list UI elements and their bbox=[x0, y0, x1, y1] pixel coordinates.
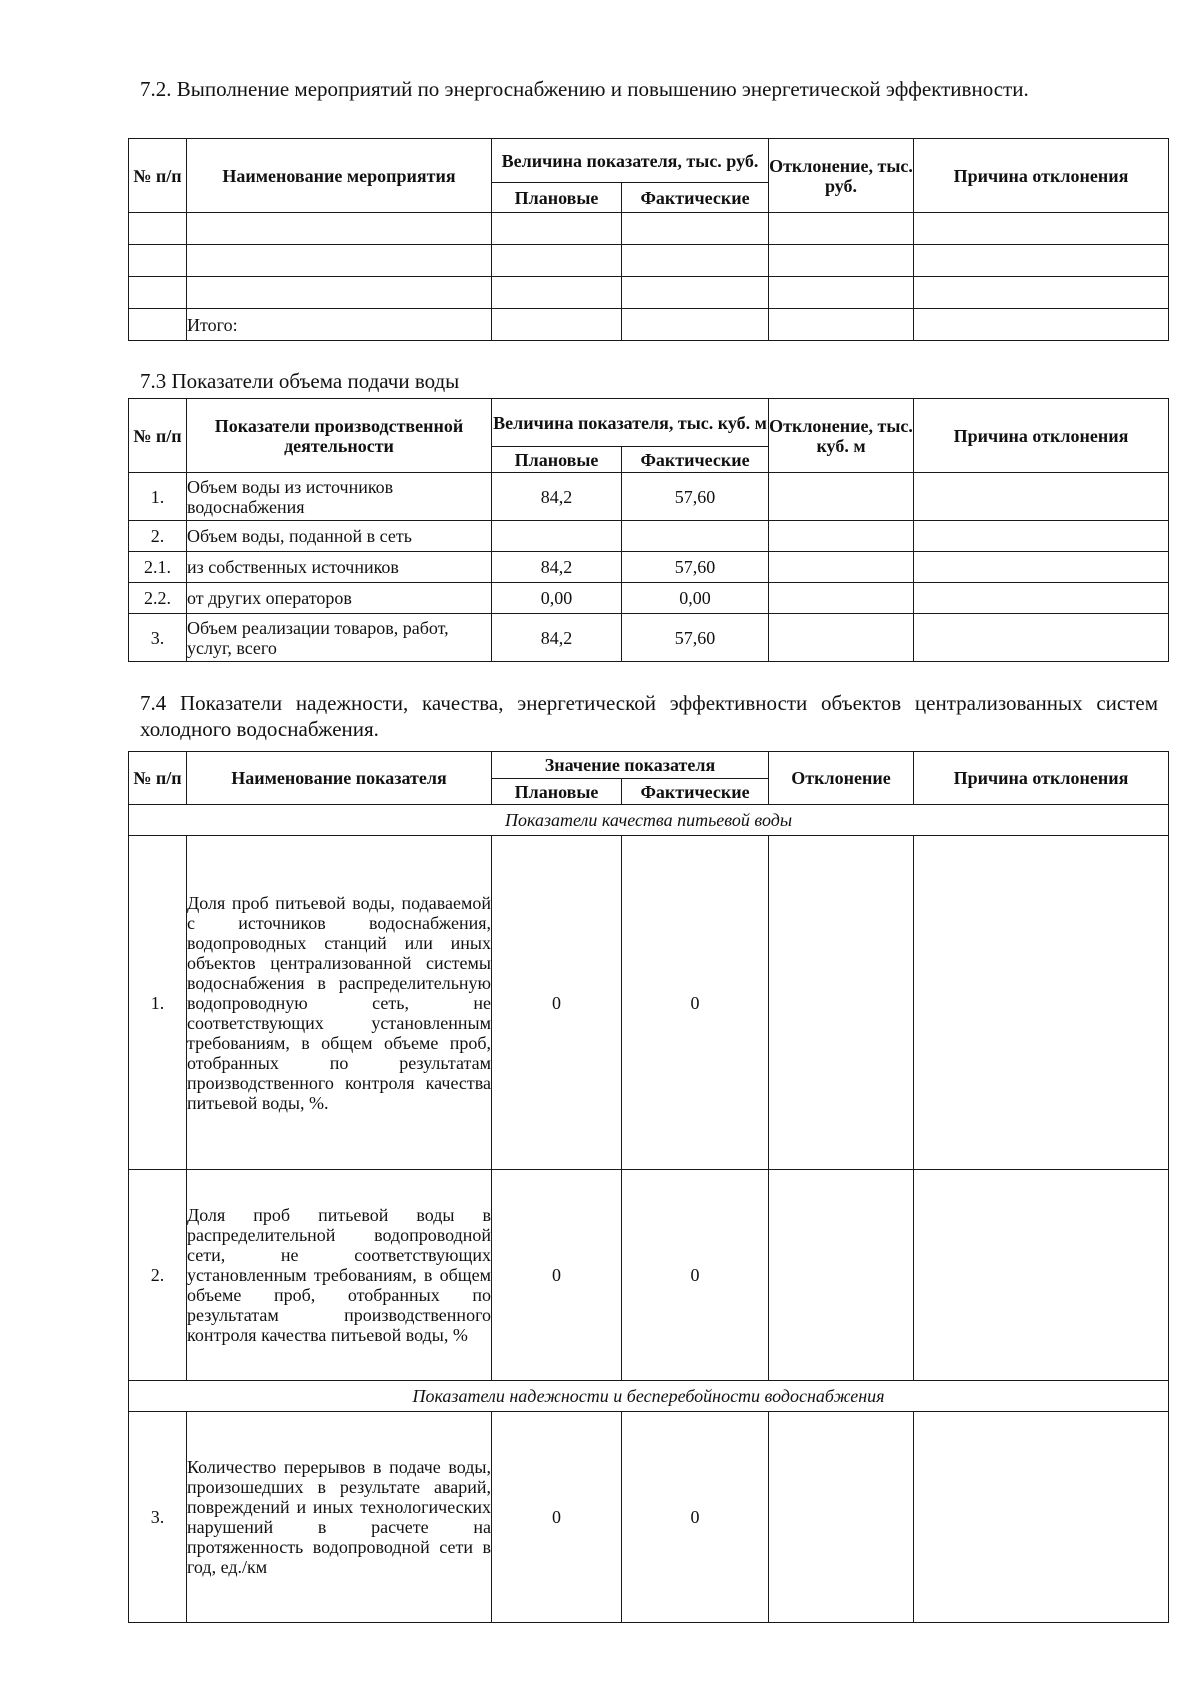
header-actual: Фактические bbox=[622, 447, 769, 473]
row-actual bbox=[622, 521, 769, 552]
header-name: Наименование мероприятия bbox=[187, 139, 492, 213]
header-reason: Причина отклонения bbox=[914, 139, 1169, 213]
row-planned: 0 bbox=[492, 836, 622, 1170]
section-reliability-heading: Показатели надежности и бесперебойности водоснабжения bbox=[129, 1381, 1169, 1412]
row-name: Объем воды, поданной в сеть bbox=[187, 521, 492, 552]
row-planned: 0 bbox=[492, 1412, 622, 1623]
row-name: Доля проб питьевой воды, подаваемой с источников водоснабжения, водопроводных станций или иных объектов централизованной системы водоснабжения в распределительную водопроводную сеть, не соответствующих установленным требованиям, в общем объеме проб, отобранных по результатам производственного контроля качества питьевой воды, %. bbox=[187, 836, 492, 1170]
section-7-3-title: 7.3 Показатели объема подачи воды bbox=[140, 369, 460, 393]
header-deviation: Отклонение, тыс. куб. м bbox=[769, 399, 914, 473]
table-row bbox=[129, 552, 1169, 583]
row-name: Объем воды из источников водоснабжения bbox=[187, 473, 492, 521]
row-name: Количество перерывов в подаче воды, произошедших в результате аварий, повреждений и иных технологических нарушений в расчете на протяженность водопроводной сети в год, ед./км bbox=[187, 1412, 492, 1623]
section-7-4-title: 7.4 Показатели надежности, качества, энергетической эффективности объектов централизованных систем холодного водоснабжения. bbox=[140, 691, 1158, 741]
header-no: № п/п bbox=[129, 752, 187, 805]
header-value-group: Значение показателя bbox=[492, 752, 769, 779]
row-actual: 0 bbox=[622, 836, 769, 1170]
header-value-group: Величина показателя, тыс. руб. bbox=[492, 139, 769, 183]
row-number: 2.2. bbox=[129, 583, 187, 614]
total-label: Итого: bbox=[187, 309, 492, 341]
table-7-2 bbox=[128, 138, 1169, 341]
row-planned: 84,2 bbox=[492, 614, 622, 662]
row-number: 1. bbox=[129, 473, 187, 521]
header-deviation: Отклонение, тыс. руб. bbox=[769, 139, 914, 213]
table-row bbox=[129, 521, 1169, 552]
row-actual: 0,00 bbox=[622, 583, 769, 614]
table-row bbox=[129, 277, 1169, 309]
row-actual: 57,60 bbox=[622, 614, 769, 662]
table-row bbox=[129, 473, 1169, 521]
row-actual: 57,60 bbox=[622, 552, 769, 583]
row-planned: 0,00 bbox=[492, 583, 622, 614]
header-reason: Причина отклонения bbox=[914, 752, 1169, 805]
table-row bbox=[129, 1412, 1169, 1623]
row-number: 2. bbox=[129, 1170, 187, 1381]
table-7-4 bbox=[128, 751, 1169, 1623]
header-deviation: Отклонение bbox=[769, 752, 914, 805]
table-row bbox=[129, 213, 1169, 245]
header-no: № п/п bbox=[129, 399, 187, 473]
header-reason: Причина отклонения bbox=[914, 399, 1169, 473]
table-row bbox=[129, 245, 1169, 277]
row-name: из собственных источников bbox=[187, 552, 492, 583]
header-name: Наименование показателя bbox=[187, 752, 492, 805]
row-name: Доля проб питьевой воды в распределительной водопроводной сети, не соответствующих установленным требованиям, в общем объеме проб, отобранных по результатам производственного контроля качества питьевой воды, % bbox=[187, 1170, 492, 1381]
row-actual: 0 bbox=[622, 1170, 769, 1381]
row-number: 2.1. bbox=[129, 552, 187, 583]
row-number: 2. bbox=[129, 521, 187, 552]
row-name: Объем реализации товаров, работ, услуг, всего bbox=[187, 614, 492, 662]
header-planned: Плановые bbox=[492, 779, 622, 805]
table-row bbox=[129, 1170, 1169, 1381]
row-planned: 0 bbox=[492, 1170, 622, 1381]
section-quality-heading: Показатели качества питьевой воды bbox=[129, 805, 1169, 836]
header-actual: Фактические bbox=[622, 183, 769, 213]
row-actual: 0 bbox=[622, 1412, 769, 1623]
row-planned bbox=[492, 521, 622, 552]
row-planned: 84,2 bbox=[492, 552, 622, 583]
header-no: № п/п bbox=[129, 139, 187, 213]
table-row bbox=[129, 614, 1169, 662]
table-row bbox=[129, 836, 1169, 1170]
header-value-group: Величина показателя, тыс. куб. м bbox=[492, 399, 769, 447]
table-7-3 bbox=[128, 398, 1169, 662]
row-actual: 57,60 bbox=[622, 473, 769, 521]
section-7-2-title: 7.2. Выполнение мероприятий по энергоснабжению и повышению энергетической эффективности. bbox=[140, 77, 1029, 101]
header-actual: Фактические bbox=[622, 779, 769, 805]
row-planned: 84,2 bbox=[492, 473, 622, 521]
header-planned: Плановые bbox=[492, 183, 622, 213]
row-number: 3. bbox=[129, 614, 187, 662]
header-name: Показатели производственной деятельности bbox=[187, 399, 492, 473]
table-row bbox=[129, 583, 1169, 614]
table-row-total bbox=[129, 309, 1169, 341]
row-number: 1. bbox=[129, 836, 187, 1170]
row-name: от других операторов bbox=[187, 583, 492, 614]
header-planned: Плановые bbox=[492, 447, 622, 473]
row-number: 3. bbox=[129, 1412, 187, 1623]
